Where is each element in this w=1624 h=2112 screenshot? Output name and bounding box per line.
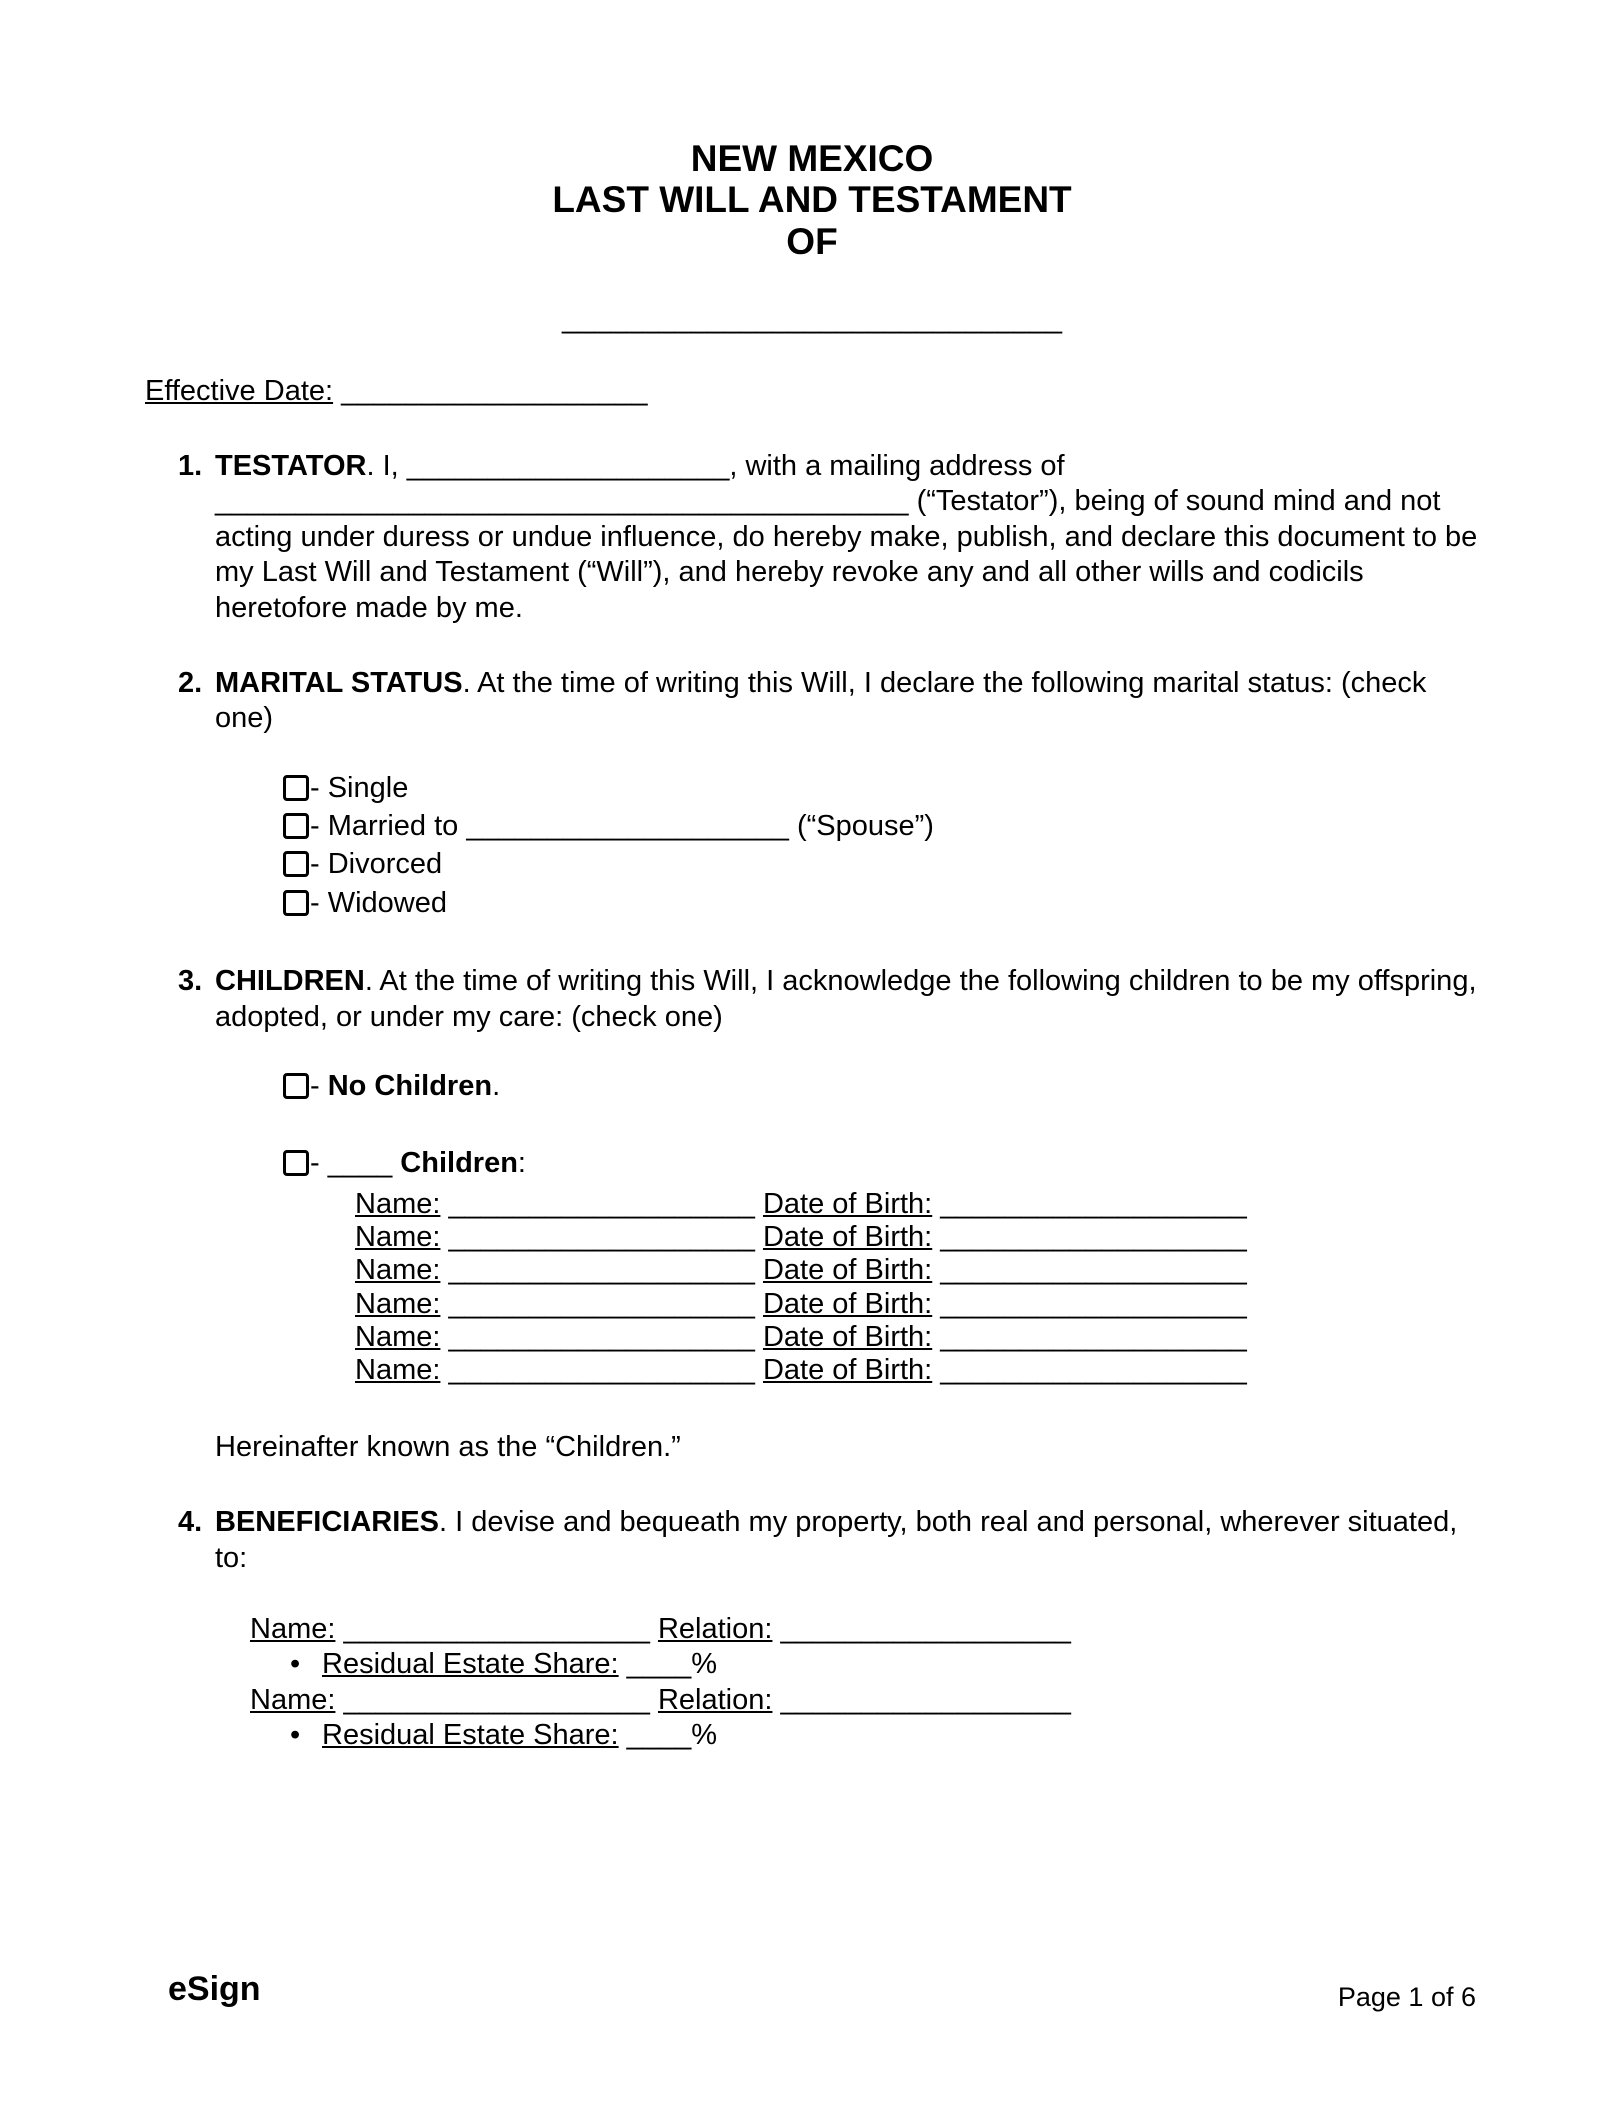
percent-sign: % bbox=[691, 1719, 717, 1751]
has-children-label: Children bbox=[400, 1147, 518, 1180]
beneficiary-share-line bbox=[290, 1718, 1479, 1753]
child-name-label: Name: bbox=[355, 1321, 441, 1354]
child-name-field[interactable]: ___________________ bbox=[440, 1254, 763, 1287]
child-dob-field[interactable]: ___________________ bbox=[932, 1221, 1247, 1254]
testator-text-1: . I, bbox=[366, 450, 407, 483]
beneficiary-name-label: Name: bbox=[250, 1683, 336, 1716]
percent-sign: % bbox=[691, 1648, 717, 1681]
child-name-label: Name: bbox=[355, 1254, 441, 1287]
child-dob-field[interactable]: ___________________ bbox=[932, 1354, 1247, 1387]
title-line-3: OF bbox=[786, 220, 838, 262]
child-dob-field[interactable]: ___________________ bbox=[932, 1287, 1247, 1320]
child-name-label: Name: bbox=[355, 1287, 441, 1320]
document-title bbox=[0, 0, 1624, 262]
testator-text-3: (“Testator”), being of sound mind and not acting under duress or undue influence, do hereby make, publish, and declare this document to be my Last Will and Testament (“Will”), and hereby revoke any and all other wills and codicils heretofore made by me. bbox=[215, 485, 1478, 624]
section-children bbox=[145, 964, 1479, 1465]
no-children-period: . bbox=[492, 1069, 501, 1102]
bullet-icon: • bbox=[290, 1648, 301, 1681]
testator-paragraph bbox=[215, 449, 1479, 626]
beneficiary-relation-label: Relation: bbox=[657, 1683, 773, 1716]
beneficiaries-text: . I devise and bequeath my property, both real and personal, wherever situated, to: bbox=[215, 1506, 1458, 1574]
has-children-colon: : bbox=[517, 1147, 526, 1180]
child-name-field[interactable]: ___________________ bbox=[440, 1187, 763, 1220]
children-paragraph bbox=[215, 964, 1479, 1035]
single-checkbox[interactable] bbox=[283, 775, 309, 801]
section-3-number: 3. bbox=[178, 965, 203, 998]
child-dob-field[interactable]: ___________________ bbox=[932, 1321, 1247, 1354]
testator-name-blank-line bbox=[0, 302, 1624, 337]
beneficiary-relation-field[interactable]: __________________ bbox=[772, 1612, 1071, 1645]
marital-text: . At the time of writing this Will, I declare the following marital status: (check one) bbox=[215, 666, 1427, 735]
child-dob-label: Date of Birth: bbox=[762, 1321, 933, 1354]
marital-options bbox=[283, 771, 1479, 922]
effective-date-label: Effective Date: bbox=[145, 374, 334, 407]
single-label: - Single bbox=[310, 771, 409, 804]
testator-heading: TESTATOR bbox=[215, 450, 367, 483]
child-row bbox=[355, 1288, 1479, 1321]
married-checkbox[interactable] bbox=[283, 813, 309, 839]
child-dob-field[interactable]: ___________________ bbox=[932, 1187, 1247, 1220]
esign-logo: eSign bbox=[168, 1969, 261, 2008]
section-1-number: 1. bbox=[178, 450, 203, 483]
no-children-checkbox[interactable] bbox=[283, 1073, 309, 1099]
child-dob-field[interactable]: ___________________ bbox=[932, 1254, 1247, 1287]
children-heading: CHILDREN bbox=[215, 965, 365, 998]
marital-option-divorced bbox=[283, 847, 1479, 882]
beneficiary-entry bbox=[250, 1683, 1479, 1718]
section-4-number: 4. bbox=[178, 1506, 203, 1539]
children-name-rows bbox=[355, 1188, 1479, 1388]
has-children-option bbox=[283, 1146, 1479, 1181]
child-name-label: Name: bbox=[355, 1187, 441, 1220]
testator-text-2: , with a mailing address of bbox=[729, 450, 1065, 483]
child-row bbox=[355, 1254, 1479, 1287]
residual-share-label: Residual Estate Share: bbox=[322, 1719, 619, 1751]
marital-option-single bbox=[283, 771, 1479, 806]
child-row bbox=[355, 1354, 1479, 1387]
section-testator bbox=[145, 449, 1479, 626]
beneficiary-relation-label: Relation: bbox=[657, 1612, 773, 1645]
widowed-checkbox[interactable] bbox=[283, 890, 309, 916]
spacer bbox=[283, 1107, 1479, 1143]
beneficiary-share-line bbox=[290, 1647, 1479, 1682]
beneficiaries-heading: BENEFICIARIES bbox=[215, 1506, 439, 1539]
divorced-label: - Divorced bbox=[310, 848, 443, 881]
child-dob-label: Date of Birth: bbox=[762, 1287, 933, 1320]
marital-option-married bbox=[283, 809, 1479, 844]
page-indicator: Page 1 of 6 bbox=[1337, 1982, 1476, 2013]
no-children-label: No Children bbox=[327, 1069, 493, 1102]
bullet-icon: • bbox=[290, 1719, 301, 1751]
effective-date-line bbox=[145, 374, 1479, 409]
child-row bbox=[355, 1188, 1479, 1221]
no-children-option bbox=[283, 1069, 1479, 1104]
residual-share-label: Residual Estate Share: bbox=[322, 1648, 619, 1681]
child-dob-label: Date of Birth: bbox=[762, 1354, 933, 1387]
effective-date-blank-field[interactable]: ___________________ bbox=[333, 374, 648, 407]
residual-share-field[interactable]: ____ bbox=[618, 1648, 692, 1681]
beneficiary-name-field[interactable]: ___________________ bbox=[335, 1683, 658, 1716]
beneficiary-name-field[interactable]: ___________________ bbox=[335, 1612, 658, 1645]
beneficiary-name-label: Name: bbox=[250, 1612, 336, 1645]
testator-address-field[interactable]: ___________________________________________ bbox=[215, 485, 909, 518]
divorced-checkbox[interactable] bbox=[283, 851, 309, 877]
marital-option-widowed bbox=[283, 886, 1479, 921]
title-line-1: NEW MEXICO bbox=[690, 138, 934, 179]
beneficiary-entry bbox=[250, 1612, 1479, 1647]
child-name-field[interactable]: ___________________ bbox=[440, 1321, 763, 1354]
beneficiaries-paragraph bbox=[215, 1505, 1479, 1576]
widowed-label: - Widowed bbox=[310, 886, 447, 919]
children-text: . At the time of writing this Will, I acknowledge the following children to be my offspring, adopted, or under my care: (check one) bbox=[215, 965, 1477, 1033]
child-dob-label: Date of Birth: bbox=[762, 1187, 933, 1220]
children-hereinafter-note: Hereinafter known as the “Children.” bbox=[215, 1430, 681, 1463]
child-row bbox=[355, 1221, 1479, 1254]
child-dob-label: Date of Birth: bbox=[762, 1254, 933, 1287]
marital-paragraph bbox=[215, 666, 1479, 737]
residual-share-field[interactable]: ____ bbox=[618, 1719, 692, 1751]
children-count-field[interactable]: ____ bbox=[327, 1147, 401, 1180]
beneficiary-relation-field[interactable]: __________________ bbox=[772, 1683, 1071, 1716]
child-name-label: Name: bbox=[355, 1221, 441, 1254]
section-2-number: 2. bbox=[178, 666, 203, 699]
children-options bbox=[283, 1069, 1479, 1182]
section-marital-status bbox=[145, 666, 1479, 924]
title-line-2: LAST WILL AND TESTAMENT bbox=[552, 179, 1072, 221]
child-name-field[interactable]: ___________________ bbox=[440, 1287, 763, 1320]
child-name-field[interactable]: ___________________ bbox=[440, 1354, 763, 1387]
no-children-dash: - bbox=[310, 1069, 328, 1102]
child-name-label: Name: bbox=[355, 1354, 441, 1387]
marital-heading: MARITAL STATUS bbox=[215, 666, 463, 699]
child-dob-label: Date of Birth: bbox=[762, 1221, 933, 1254]
section-beneficiaries bbox=[145, 1505, 1479, 1753]
has-children-dash: - bbox=[310, 1147, 328, 1180]
testator-name-blank-field[interactable]: _______________________________ bbox=[562, 303, 1062, 336]
beneficiary-entries bbox=[250, 1612, 1479, 1754]
child-name-field[interactable]: ___________________ bbox=[440, 1221, 763, 1254]
testator-name-field[interactable]: ____________________ bbox=[406, 450, 730, 483]
has-children-checkbox[interactable] bbox=[283, 1150, 309, 1176]
married-label: - Married to ____________________ (“Spouse”) bbox=[310, 810, 934, 843]
child-row bbox=[355, 1321, 1479, 1354]
